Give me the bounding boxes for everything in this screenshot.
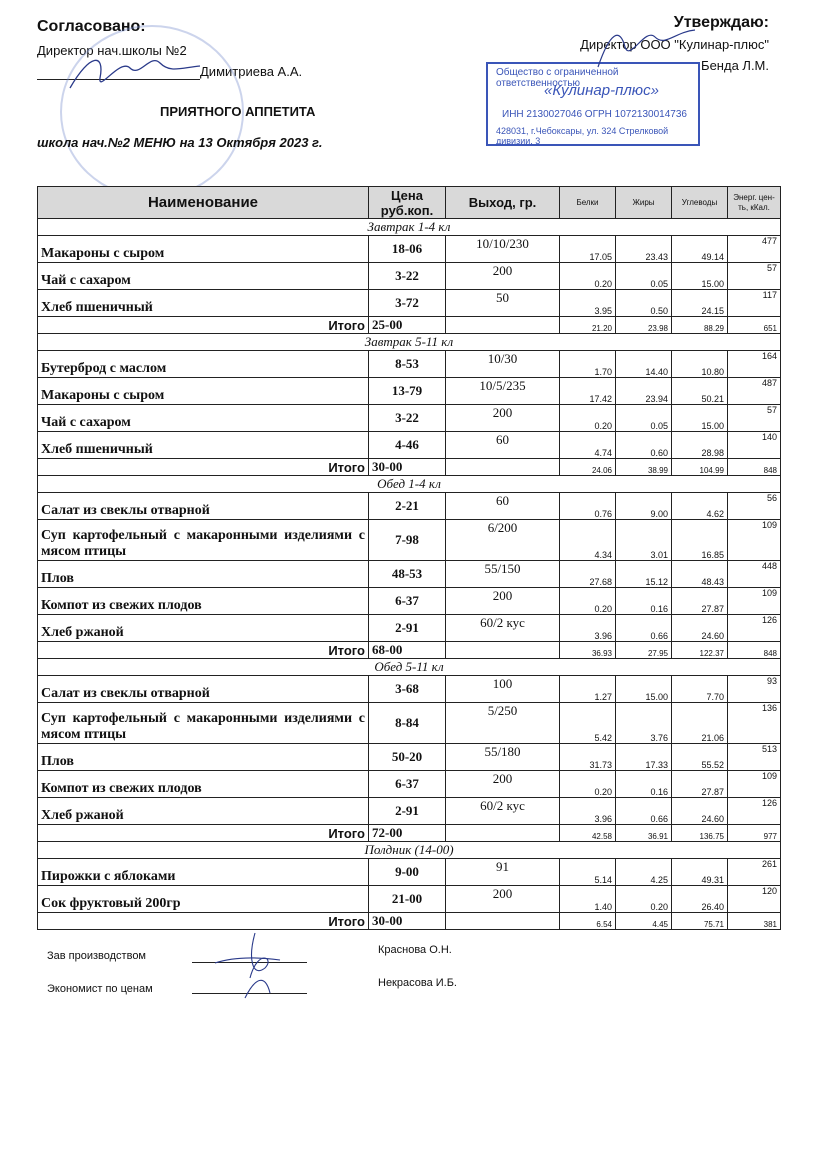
dish-output: 10/10/230 (446, 236, 560, 263)
dish-name: Хлеб ржаной (38, 798, 369, 825)
dish-name: Суп картофельный с макаронными изделиями с мясом птицы (38, 703, 369, 744)
dish-proteins: 1.40 (560, 886, 616, 913)
dish-fats: 17.33 (616, 744, 672, 771)
total-label: Итого (38, 825, 369, 842)
total-price: 72-00 (369, 825, 446, 842)
menu-table-body (38, 219, 781, 930)
dish-energy: 109 (728, 520, 781, 561)
dish-fats: 3.01 (616, 520, 672, 561)
section-title: Полдник (14-00) (38, 842, 781, 859)
col-header-output: Выход, гр. (446, 187, 560, 219)
table-row (38, 886, 781, 913)
total-output (446, 825, 560, 842)
dish-energy: 126 (728, 798, 781, 825)
total-price: 68-00 (369, 642, 446, 659)
dish-energy: 117 (728, 290, 781, 317)
dish-energy: 164 (728, 351, 781, 378)
total-output (446, 317, 560, 334)
total-price: 25-00 (369, 317, 446, 334)
dish-proteins: 5.14 (560, 859, 616, 886)
dish-output: 200 (446, 263, 560, 290)
col-header-price: Цена руб.коп. (369, 187, 446, 219)
dish-fats: 23.43 (616, 236, 672, 263)
total-fats: 23.98 (616, 317, 672, 334)
table-row (38, 290, 781, 317)
dish-energy: 57 (728, 405, 781, 432)
total-energy: 977 (728, 825, 781, 842)
signature-left-icon (60, 48, 210, 98)
dish-price: 9-00 (369, 859, 446, 886)
table-row (38, 859, 781, 886)
total-energy: 848 (728, 642, 781, 659)
dish-price: 21-00 (369, 886, 446, 913)
dish-energy: 93 (728, 676, 781, 703)
total-energy: 651 (728, 317, 781, 334)
dish-fats: 0.05 (616, 405, 672, 432)
dish-carbs: 27.87 (672, 771, 728, 798)
dish-proteins: 1.27 (560, 676, 616, 703)
section-title: Обед 5-11 кл (38, 659, 781, 676)
dish-proteins: 0.20 (560, 263, 616, 290)
dish-fats: 23.94 (616, 378, 672, 405)
dish-name: Хлеб ржаной (38, 615, 369, 642)
dish-proteins: 5.42 (560, 703, 616, 744)
dish-proteins: 17.05 (560, 236, 616, 263)
dish-output: 50 (446, 290, 560, 317)
total-proteins: 6.54 (560, 913, 616, 930)
dish-fats: 0.20 (616, 886, 672, 913)
dish-fats: 4.25 (616, 859, 672, 886)
table-row (38, 405, 781, 432)
dish-carbs: 26.40 (672, 886, 728, 913)
dish-energy: 109 (728, 771, 781, 798)
total-output (446, 642, 560, 659)
dish-name: Чай с сахаром (38, 263, 369, 290)
dish-energy: 261 (728, 859, 781, 886)
dish-carbs: 49.31 (672, 859, 728, 886)
section-row (38, 219, 781, 236)
total-row (38, 317, 781, 334)
table-row (38, 798, 781, 825)
dish-energy: 126 (728, 615, 781, 642)
stamp-line-1: Общество с ограниченной ответственностью (496, 67, 619, 89)
dish-output: 60/2 кус (446, 798, 560, 825)
section-title: Обед 1-4 кл (38, 476, 781, 493)
dish-proteins: 17.42 (560, 378, 616, 405)
total-label: Итого (38, 459, 369, 476)
table-row (38, 744, 781, 771)
dish-carbs: 24.60 (672, 798, 728, 825)
dish-output: 60/2 кус (446, 615, 560, 642)
total-row (38, 642, 781, 659)
dish-fats: 15.00 (616, 676, 672, 703)
dish-output: 200 (446, 405, 560, 432)
dish-proteins: 0.20 (560, 771, 616, 798)
dish-carbs: 49.14 (672, 236, 728, 263)
dish-energy: 513 (728, 744, 781, 771)
stamp-line-2: «Кулинар-плюс» (544, 82, 659, 99)
col-header-energy: Энерг. цен-ть, кКал. (728, 187, 781, 219)
total-fats: 27.95 (616, 642, 672, 659)
table-row (38, 520, 781, 561)
dish-energy: 140 (728, 432, 781, 459)
dish-carbs: 24.60 (672, 615, 728, 642)
dish-output: 55/150 (446, 561, 560, 588)
dish-energy: 487 (728, 378, 781, 405)
total-output (446, 459, 560, 476)
dish-carbs: 28.98 (672, 432, 728, 459)
dish-carbs: 21.06 (672, 703, 728, 744)
dish-name: Суп картофельный с макаронными изделиями с мясом птицы (38, 520, 369, 561)
dish-name: Плов (38, 561, 369, 588)
section-row (38, 476, 781, 493)
dish-price: 3-22 (369, 405, 446, 432)
dish-carbs: 16.85 (672, 520, 728, 561)
dish-price: 4-46 (369, 432, 446, 459)
total-carbs: 136.75 (672, 825, 728, 842)
stamp-line-4: 428031, г.Чебоксары, ул. 324 Стрелковой дивизии, 3 (496, 126, 669, 146)
dish-name: Чай с сахаром (38, 405, 369, 432)
dish-name: Пирожки с яблоками (38, 859, 369, 886)
dish-energy: 120 (728, 886, 781, 913)
table-header-row (38, 187, 781, 219)
table-row (38, 588, 781, 615)
table-row (38, 615, 781, 642)
dish-fats: 3.76 (616, 703, 672, 744)
col-header-carbs: Углеводы (672, 187, 728, 219)
dish-output: 10/5/235 (446, 378, 560, 405)
table-row (38, 263, 781, 290)
total-carbs: 88.29 (672, 317, 728, 334)
dish-name: Салат из свеклы отварной (38, 676, 369, 703)
dish-carbs: 15.00 (672, 405, 728, 432)
dish-output: 60 (446, 493, 560, 520)
company-stamp (486, 62, 700, 146)
total-fats: 4.45 (616, 913, 672, 930)
total-row (38, 913, 781, 930)
dish-name: Макароны с сыром (38, 378, 369, 405)
dish-carbs: 55.52 (672, 744, 728, 771)
total-carbs: 104.99 (672, 459, 728, 476)
dish-output: 100 (446, 676, 560, 703)
dish-output: 60 (446, 432, 560, 459)
dish-energy: 56 (728, 493, 781, 520)
dish-fats: 0.66 (616, 615, 672, 642)
col-header-proteins: Белки (560, 187, 616, 219)
dish-output: 10/30 (446, 351, 560, 378)
dish-price: 48-53 (369, 561, 446, 588)
dish-price: 2-91 (369, 798, 446, 825)
section-title: Завтрак 5-11 кл (38, 334, 781, 351)
dish-fats: 0.66 (616, 798, 672, 825)
dish-fats: 0.05 (616, 263, 672, 290)
dish-fats: 9.00 (616, 493, 672, 520)
dish-output: 5/250 (446, 703, 560, 744)
total-proteins: 42.58 (560, 825, 616, 842)
dish-carbs: 4.62 (672, 493, 728, 520)
table-row (38, 351, 781, 378)
dish-price: 3-22 (369, 263, 446, 290)
menu-title: школа нач.№2 МЕНЮ на 13 Октября 2023 г. (37, 135, 323, 150)
total-fats: 36.91 (616, 825, 672, 842)
approved-position: Директор нач.школы №2 (37, 43, 187, 58)
table-row (38, 493, 781, 520)
dish-name: Компот из свежих плодов (38, 771, 369, 798)
table-row (38, 236, 781, 263)
dish-price: 50-20 (369, 744, 446, 771)
table-row (38, 432, 781, 459)
greeting-title: ПРИЯТНОГО АППЕТИТА (160, 104, 316, 119)
section-row (38, 334, 781, 351)
dish-name: Сок фруктовый 200гр (38, 886, 369, 913)
section-row (38, 659, 781, 676)
total-row (38, 459, 781, 476)
dish-fats: 14.40 (616, 351, 672, 378)
dish-price: 18-06 (369, 236, 446, 263)
total-proteins: 21.20 (560, 317, 616, 334)
total-energy: 381 (728, 913, 781, 930)
dish-energy: 448 (728, 561, 781, 588)
dish-carbs: 15.00 (672, 263, 728, 290)
dish-carbs: 48.43 (672, 561, 728, 588)
footer-role-production: Зав производством (47, 950, 146, 962)
dish-name: Бутерброд с маслом (38, 351, 369, 378)
total-proteins: 24.06 (560, 459, 616, 476)
dish-output: 200 (446, 771, 560, 798)
dish-proteins: 3.96 (560, 798, 616, 825)
dish-proteins: 27.68 (560, 561, 616, 588)
section-title: Завтрак 1-4 кл (38, 219, 781, 236)
dish-price: 13-79 (369, 378, 446, 405)
dish-energy: 136 (728, 703, 781, 744)
total-price: 30-00 (369, 913, 446, 930)
dish-proteins: 4.34 (560, 520, 616, 561)
dish-name: Плов (38, 744, 369, 771)
dish-carbs: 27.87 (672, 588, 728, 615)
total-output (446, 913, 560, 930)
dish-price: 3-72 (369, 290, 446, 317)
dish-proteins: 0.76 (560, 493, 616, 520)
dish-price: 8-53 (369, 351, 446, 378)
dish-carbs: 24.15 (672, 290, 728, 317)
total-row (38, 825, 781, 842)
total-label: Итого (38, 913, 369, 930)
col-header-fats: Жиры (616, 187, 672, 219)
table-row (38, 378, 781, 405)
dish-price: 6-37 (369, 588, 446, 615)
confirm-position: Директор ООО "Кулинар-плюс" (580, 37, 769, 52)
dish-price: 2-91 (369, 615, 446, 642)
table-row (38, 676, 781, 703)
dish-energy: 477 (728, 236, 781, 263)
footer-role-economist: Экономист по ценам (47, 983, 153, 995)
dish-price: 8-84 (369, 703, 446, 744)
total-fats: 38.99 (616, 459, 672, 476)
dish-name: Хлеб пшеничный (38, 432, 369, 459)
confirm-name: Бенда Л.М. (701, 58, 769, 73)
dish-output: 91 (446, 859, 560, 886)
approved-title: Согласовано: (37, 18, 146, 35)
dish-fats: 0.16 (616, 771, 672, 798)
total-proteins: 36.93 (560, 642, 616, 659)
dish-proteins: 1.70 (560, 351, 616, 378)
dish-output: 200 (446, 886, 560, 913)
total-carbs: 122.37 (672, 642, 728, 659)
menu-table (37, 186, 781, 930)
signature-right-icon (590, 22, 700, 72)
table-row (38, 703, 781, 744)
stamp-line-3: ИНН 2130027046 ОГРН 1072130014736 (502, 109, 687, 120)
dish-price: 6-37 (369, 771, 446, 798)
dish-energy: 57 (728, 263, 781, 290)
dish-output: 55/180 (446, 744, 560, 771)
approved-name: Димитриева А.А. (200, 64, 303, 79)
table-row (38, 771, 781, 798)
dish-carbs: 50.21 (672, 378, 728, 405)
dish-name: Салат из свеклы отварной (38, 493, 369, 520)
table-row (38, 561, 781, 588)
dish-price: 2-21 (369, 493, 446, 520)
footer-name-production: Краснова О.Н. (378, 944, 452, 956)
dish-fats: 0.16 (616, 588, 672, 615)
dish-energy: 109 (728, 588, 781, 615)
dish-price: 7-98 (369, 520, 446, 561)
dish-proteins: 0.20 (560, 405, 616, 432)
dish-price: 3-68 (369, 676, 446, 703)
total-carbs: 75.71 (672, 913, 728, 930)
footer-signature-icon (210, 928, 300, 1003)
dish-carbs: 7.70 (672, 676, 728, 703)
footer-name-economist: Некрасова И.Б. (378, 977, 457, 989)
dish-fats: 0.50 (616, 290, 672, 317)
dish-proteins: 4.74 (560, 432, 616, 459)
dish-name: Компот из свежих плодов (38, 588, 369, 615)
total-price: 30-00 (369, 459, 446, 476)
dish-proteins: 0.20 (560, 588, 616, 615)
dish-name: Хлеб пшеничный (38, 290, 369, 317)
dish-proteins: 3.95 (560, 290, 616, 317)
dish-fats: 15.12 (616, 561, 672, 588)
section-row (38, 842, 781, 859)
col-header-name: Наименование (38, 187, 369, 219)
total-label: Итого (38, 317, 369, 334)
dish-carbs: 10.80 (672, 351, 728, 378)
dish-fats: 0.60 (616, 432, 672, 459)
dish-proteins: 3.96 (560, 615, 616, 642)
confirm-title: Утверждаю: (673, 14, 769, 31)
dish-output: 6/200 (446, 520, 560, 561)
dish-output: 200 (446, 588, 560, 615)
dish-proteins: 31.73 (560, 744, 616, 771)
total-energy: 848 (728, 459, 781, 476)
total-label: Итого (38, 642, 369, 659)
dish-name: Макароны с сыром (38, 236, 369, 263)
